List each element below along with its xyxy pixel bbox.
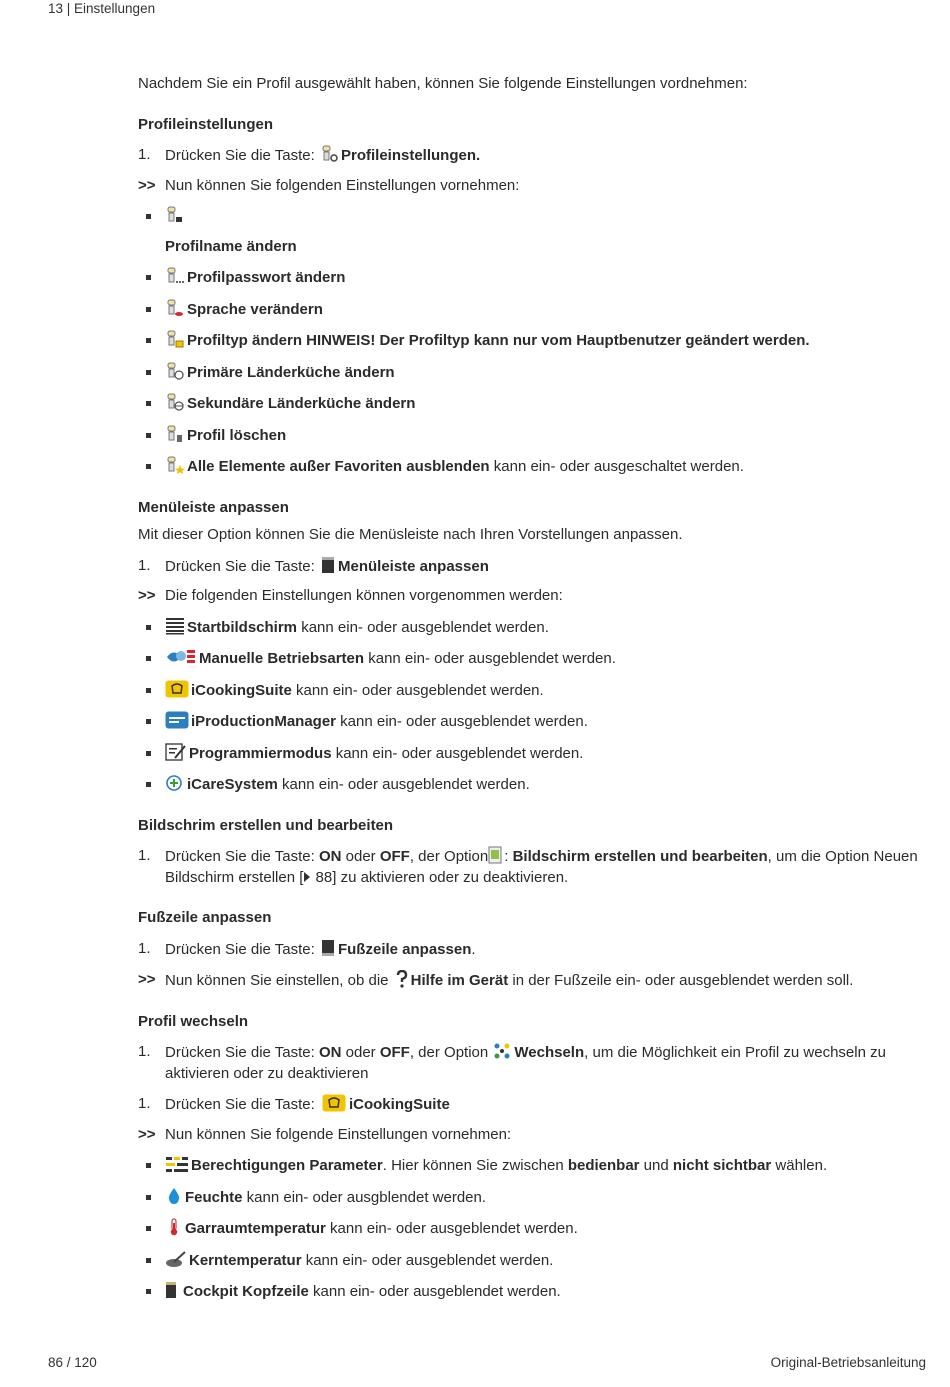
programming-mode-icon (165, 743, 187, 761)
page-header: 13 | Einstellungen (48, 1, 156, 16)
profile-item-type: Profiltyp ändern HINWEIS! Der Profiltyp kann nur vom Hauptbenutzer geändert werden. (138, 330, 918, 352)
chef-language-icon (165, 299, 185, 317)
chef-globe-icon (165, 393, 185, 411)
icookingsuite-icon (322, 1094, 346, 1112)
footer-bar-step: 1. Drücken Sie die Taste: Fußzeile anpassen. (138, 939, 476, 958)
menu-bar-result: >> Die folgenden Einstellungen können vorgenommen werden: (138, 587, 563, 604)
menu-bar-icon (321, 556, 335, 574)
menu-item-startscreen: Startbildschirm kann ein- oder ausgeblendet werden. (138, 617, 918, 639)
page-content (138, 72, 918, 1303)
screen-edit-step: 1. Drücken Sie die Taste: ON oder OFF, der Option : Bildschirm erstellen und bearbeiten, um die Option Neuen Bildschirm erstellen [ 88] zu aktivieren oder zu deaktivieren. (138, 847, 918, 886)
home-screen-icon (165, 617, 185, 635)
core-probe-icon (165, 1250, 187, 1268)
profile-settings-result: >> Nun können Sie folgenden Einstellungen vornehmen: (138, 176, 520, 194)
profile-item-hide-favorites: Alle Elemente außer Favoriten ausblenden kann ein- oder ausgeschaltet werden. (138, 456, 918, 478)
screen-edit-icon (488, 846, 502, 864)
profile-item-language: Sprache verändern (138, 299, 918, 321)
menu-bar-description: Mit dieser Option können Sie die Menüsleiste nach Ihren Vorstellungen anpassen. (138, 526, 683, 543)
switch-item-humidity: Feuchte kann ein- oder ausgblendet werden. (138, 1187, 918, 1209)
profile-item-delete: Profil löschen (138, 425, 918, 447)
menu-item-programming-mode: Programmiermodus kann ein- oder ausgeblendet werden. (138, 743, 918, 765)
menu-item-icookingsuite: iCookingSuite kann ein- oder ausgeblendet werden. (138, 680, 918, 702)
profile-switch-step: 1. Drücken Sie die Taste: ON oder OFF, der Option Wechseln, um die Möglichkeit ein Profil zu wechseln zu aktivieren oder zu deaktivieren (138, 1043, 886, 1082)
footer-bar-icon (321, 939, 335, 957)
profile-item-name-label: Profilname ändern (165, 237, 297, 255)
switch-profile-icon (492, 1042, 512, 1060)
chef-password-icon (165, 267, 185, 285)
menu-item-manual-modes: Manuelle Betriebsarten kann ein- oder ausgeblendet werden. (138, 648, 918, 670)
manual-modes-icon (165, 648, 197, 666)
cockpit-header-icon (165, 1281, 177, 1299)
chef-star-icon (165, 456, 185, 474)
icookingsuite-icon (165, 680, 189, 698)
profile-item-primary-cuisine: Primäre Länderküche ändern (138, 362, 918, 384)
chef-globe-icon (165, 362, 185, 380)
switch-item-core-temp: Kerntemperatur kann ein- oder ausgeblendet werden. (138, 1250, 918, 1272)
thermometer-icon (165, 1218, 183, 1236)
switch-item-cabinet-temp: Garraumtemperatur kann ein- oder ausgeblendet werden. (138, 1218, 918, 1240)
icaresystem-icon (165, 774, 185, 792)
profile-switch-result: >> Nun können Sie folgende Einstellungen vornehmen: (138, 1125, 512, 1143)
screen-edit-heading: Bildschrim erstellen und bearbeiten (138, 816, 394, 834)
profile-switch-heading: Profil wechseln (138, 1012, 249, 1030)
profile-switch-step2: 1. Drücken Sie die Taste: iCookingSuite (138, 1095, 450, 1113)
iproductionmanager-icon (165, 711, 189, 729)
profile-item-name (138, 206, 918, 228)
menu-item-icaresystem: iCareSystem kann ein- oder ausgeblendet werden. (138, 774, 918, 796)
menu-bar-step: 1. Drücken Sie die Taste: Menüleiste anpassen (138, 556, 489, 575)
footer-bar-result: >> Nun können Sie einstellen, ob die Hilfe im Gerät in der Fußzeile ein- oder ausgeblendet werden soll. (138, 971, 854, 989)
profile-item-secondary-cuisine: Sekundäre Länderküche ändern (138, 393, 918, 415)
switch-item-cockpit-header: Cockpit Kopfzeile kann ein- oder ausgeblendet werden. (138, 1281, 918, 1303)
page-number: 86 / 120 (48, 1355, 97, 1370)
chef-trash-icon (165, 425, 185, 443)
help-question-icon (396, 970, 408, 988)
profile-item-password: Profilpasswort ändern (138, 267, 918, 289)
chef-tag-icon (165, 206, 185, 224)
profile-settings-step: 1. Drücken Sie die Taste: Profileinstellungen. (138, 146, 481, 164)
intro-text: Nachdem Sie ein Profil ausgewählt haben, können Sie folgende Einstellungen vordnehmen: (138, 75, 748, 92)
chef-settings-icon (319, 145, 339, 163)
switch-item-permissions: Berechtigungen Parameter. Hier können Sie zwischen bedienbar und nicht sichtbar wählen. (138, 1155, 918, 1177)
menu-item-iproductionmanager: iProductionManager kann ein- oder ausgeblendet werden. (138, 711, 918, 733)
humidity-drop-icon (165, 1187, 183, 1205)
menu-bar-heading: Menüleiste anpassen (138, 498, 289, 516)
permissions-parameters-icon (165, 1155, 189, 1173)
footer-bar-heading: Fußzeile anpassen (138, 909, 272, 926)
profile-settings-heading: Profileinstellungen (138, 115, 274, 133)
chef-lock-icon (165, 330, 185, 348)
manual-title: Original-Betriebsanleitung (770, 1355, 926, 1370)
